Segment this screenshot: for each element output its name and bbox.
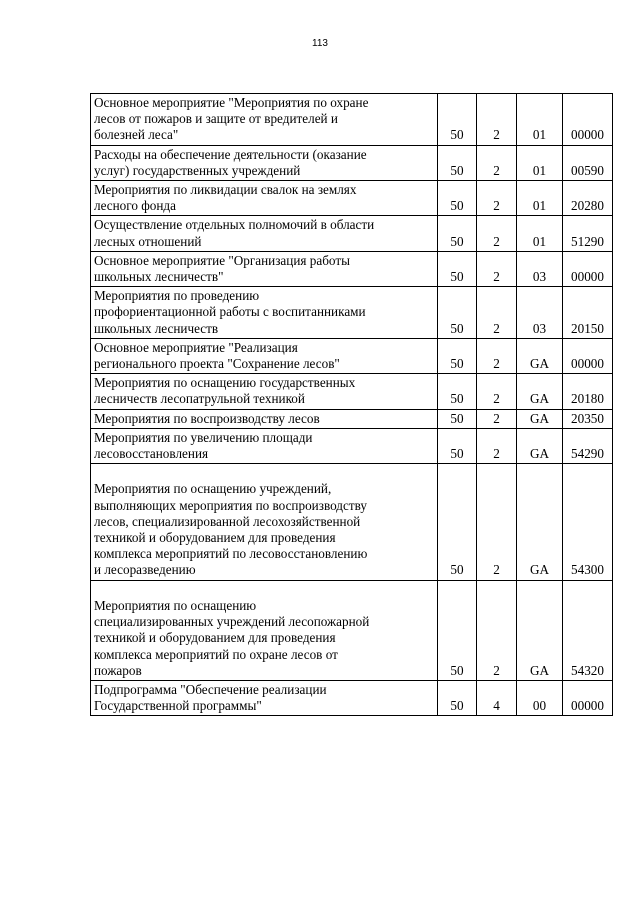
subprogram-code-cell: 2 [477,145,517,180]
item-name-line: лесов от пожаров и защите от вредителей и [94,111,338,127]
item-name-cell [91,216,438,251]
direction-code-cell: 54320 [563,580,613,680]
item-name-line: услуг) государственных учреждений [94,162,301,178]
item-name-line: Основное мероприятие "Организация работы [94,252,350,268]
item-name-cell [91,338,438,373]
table-row [91,181,613,216]
activity-code-cell: 03 [517,287,563,339]
item-name-line: пожаров [94,662,142,678]
subprogram-code-cell: 2 [477,181,517,216]
table-body [91,94,613,716]
program-code-cell: 50 [438,464,477,580]
subprogram-code-cell: 4 [477,680,517,715]
item-name-cell [91,580,438,680]
table-row [91,287,613,339]
program-code-cell: 50 [438,287,477,339]
subprogram-code-cell: 2 [477,464,517,580]
program-code-cell: 50 [438,94,477,146]
item-name-cell [91,680,438,715]
table-row [91,338,613,373]
direction-code-cell: 00000 [563,251,613,286]
item-name-line: Осуществление отдельных полномочий в области [94,217,375,233]
item-name-line: лесничеств лесопатрульной техникой [94,391,305,407]
subprogram-code-cell: 2 [477,94,517,146]
item-name-line: Мероприятия по оснащению [94,597,257,613]
item-name-line: Мероприятия по оснащению государственных [94,375,356,391]
item-name-line [94,582,434,598]
item-name-line: школьных лесничеств" [94,269,224,285]
activity-code-cell: GA [517,338,563,373]
item-name-line: регионального проекта "Сохранение лесов" [94,356,340,372]
program-code-cell: 50 [438,409,477,428]
activity-code-cell: GA [517,580,563,680]
direction-code-cell: 00000 [563,680,613,715]
direction-code-cell: 54300 [563,464,613,580]
page-number: 113 [312,38,328,49]
activity-code-cell: 01 [517,145,563,180]
subprogram-code-cell: 2 [477,287,517,339]
item-name-line: техникой и оборудованием для проведения [94,530,336,546]
direction-code-cell: 54290 [563,428,613,463]
item-name-cell [91,428,438,463]
table-row [91,409,613,428]
table-row [91,374,613,409]
direction-code-cell: 00000 [563,338,613,373]
subprogram-code-cell: 2 [477,338,517,373]
item-name-line: техникой и оборудованием для проведения [94,630,336,646]
item-name-line: Мероприятия по увеличению площади [94,429,313,445]
item-name-cell [91,181,438,216]
item-name-cell [91,287,438,339]
program-code-cell: 50 [438,181,477,216]
item-name-line: Основное мероприятие "Мероприятия по охране [94,95,369,110]
table-row [91,251,613,286]
table-row [91,428,613,463]
item-name-line: Основное мероприятие "Реализация [94,339,298,355]
table-row [91,216,613,251]
activity-code-cell: 03 [517,251,563,286]
activity-code-cell: 00 [517,680,563,715]
program-code-cell: 50 [438,216,477,251]
subprogram-code-cell: 2 [477,216,517,251]
activity-code-cell: GA [517,428,563,463]
item-name-line: профориентационной работы с воспитанниками [94,304,366,320]
program-code-cell: 50 [438,145,477,180]
direction-code-cell: 00000 [563,94,613,146]
item-name-line: Расходы на обеспечение деятельности (оказание [94,146,367,162]
activity-code-cell: 01 [517,181,563,216]
item-name-line: Мероприятия по проведению [94,288,260,304]
activity-code-cell: 01 [517,216,563,251]
item-name-cell [91,374,438,409]
program-code-cell: 50 [438,374,477,409]
item-name-cell [91,94,438,146]
program-code-cell: 50 [438,251,477,286]
program-code-cell: 50 [438,580,477,680]
activity-code-cell: GA [517,464,563,580]
item-name-line: специализированных учреждений лесопожарной [94,614,370,630]
program-code-cell: 50 [438,680,477,715]
program-code-cell: 50 [438,428,477,463]
item-name-line [94,465,434,481]
item-name-line: лесовосстановления [94,446,209,462]
item-name-line: выполняющих мероприятия по воспроизводству [94,497,367,513]
table-row [91,464,613,580]
subprogram-code-cell: 2 [477,374,517,409]
program-code-cell: 50 [438,338,477,373]
item-name-line: Мероприятия по ликвидации свалок на землях [94,182,357,198]
subprogram-code-cell: 2 [477,409,517,428]
direction-code-cell: 00590 [563,145,613,180]
table-row [91,145,613,180]
subprogram-code-cell: 2 [477,251,517,286]
activity-code-cell: 01 [517,94,563,146]
item-name-line: и лесоразведению [94,562,196,578]
item-name-line: лесного фонда [94,198,176,214]
item-name-line: болезней леса" [94,127,179,143]
subprogram-code-cell: 2 [477,428,517,463]
item-name-line: лесных отношений [94,233,202,249]
direction-code-cell: 20350 [563,409,613,428]
item-name-cell [91,251,438,286]
direction-code-cell: 20180 [563,374,613,409]
item-name-line: Мероприятия по оснащению учреждений, [94,481,332,497]
direction-code-cell: 20280 [563,181,613,216]
activity-code-cell: GA [517,374,563,409]
budget-classification-table [90,93,613,716]
item-name-cell [91,145,438,180]
item-name-cell [91,464,438,580]
table-row [91,680,613,715]
item-name-line: Государственной программы" [94,698,262,714]
item-name-line: школьных лесничеств [94,320,219,336]
direction-code-cell: 20150 [563,287,613,339]
item-name-line: комплекса мероприятий по лесовосстановлению [94,546,368,562]
item-name-line: комплекса мероприятий по охране лесов от [94,646,338,662]
table-row [91,94,613,146]
item-name-line: Мероприятия по воспроизводству лесов [94,410,320,426]
activity-code-cell: GA [517,409,563,428]
item-name-cell [91,409,438,428]
item-name-line: лесов, специализированной лесохозяйственной [94,513,361,529]
item-name-line: Подпрограмма "Обеспечение реализации [94,681,327,697]
subprogram-code-cell: 2 [477,580,517,680]
table-row [91,580,613,680]
direction-code-cell: 51290 [563,216,613,251]
